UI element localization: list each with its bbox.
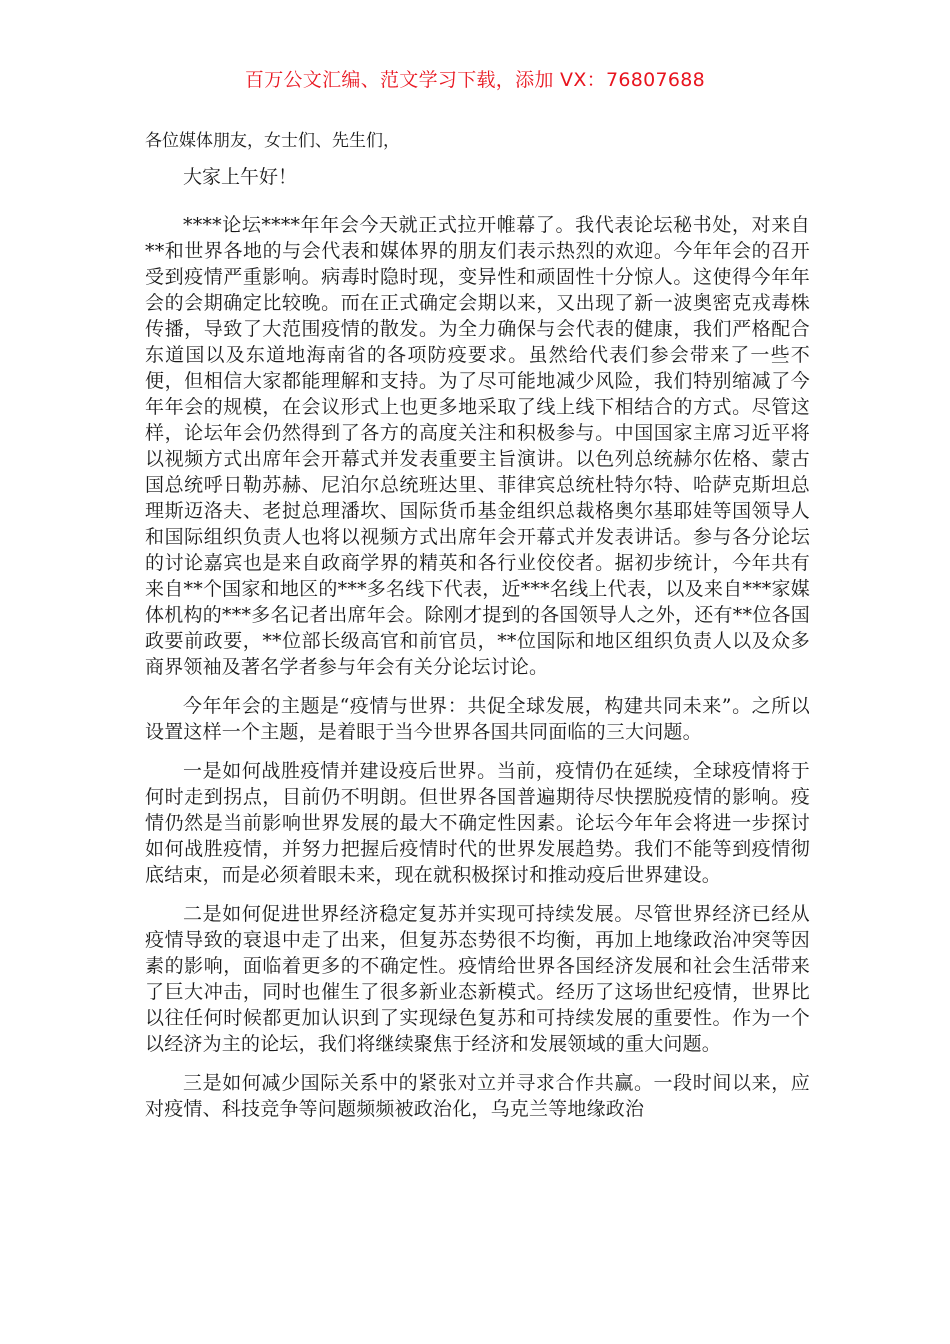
paragraph-issue-three: 三是如何减少国际关系中的紧张对立并寻求合作共赢。一段时间以来，应对疫情、科技竞争等问题频频被政治化，乌克兰等地缘政治 [145, 1072, 810, 1120]
paragraph-opening: ****论坛****年年会今天就正式拉开帷幕了。我代表论坛秘书处，对来自**和世界各地的与会代表和媒体界的朋友们表示热烈的欢迎。今年年会的召开受到疫情严重影响。病毒时隐时现，变异性和顽固性十分惊人。这使得今年年会的会期确定比较晚。而在正式确定会期以来，又出现了新一波奥密克戎毒株传播，导致了大范围疫情的散发。为全力确保与会代表的健康，我们严格配合东道国以及东道地海南省的各项防疫要求。虽然给代表们参会带来了一些不便，但相信大家都能理解和支持。为了尽可能地减少风险，我们特别缩减了今年年会的规模，在会议形式上也更多地采取了线上线下相结合的方式。尽管这样，论坛年会仍然得到了各方的高度关注和积极参与。中国国家主席习近平将以视频方式出席年会开幕式并发表重要主旨演讲。以色列总统赫尔佐格、蒙古国总统呼日勒苏赫、尼泊尔总统班达里、菲律宾总统杜特尔特、哈萨克斯坦总理斯迈洛夫、老挝总理潘坎、国际货币基金组织总裁格奥尔基耶娃等国领导人和国际组织负责人也将以视频方式出席年会开幕式并发表讲话。参与各分论坛的讨论嘉宾也是来自政商学界的精英和各行业佼佼者。据初步统计，今年共有来自**个国家和地区的***多名线下代表，近***名线上代表，以及来自***家媒体机构的***多名记者出席年会。除刚才提到的各国领导人之外，还有**位各国政要前政要，**位部长级高官和前官员，**位国际和地区组织负责人以及众多商界领袖及著名学者参与年会有关分论坛讨论。 [145, 214, 810, 678]
paragraph-issue-one: 一是如何战胜疫情并建设疫后世界。当前，疫情仍在延续，全球疫情将于何时走到拐点，目前仍不明朗。但世界各国普遍期待尽快摆脱疫情的影响。疫情仍然是当前影响世界发展的最大不确定性因素。论坛今年年会将进一步探讨如何战胜疫情，并努力把握后疫情时代的世界发展趋势。我们不能等到疫情彻底结束，而是必须着眼未来，现在就积极探讨和推动疫后世界建设。 [145, 760, 810, 886]
greeting: 大家上午好！ [183, 166, 298, 188]
speech-body [145, 124, 810, 1122]
paragraph-issue-two: 二是如何促进世界经济稳定复苏并实现可持续发展。尽管世界经济已经从疫情导致的衰退中走了出来，但复苏态势很不均衡，再加上地缘政治冲突等因素的影响，面临着更多的不确定性。疫情给世界各国经济发展和社会生活带来了巨大冲击，同时也催生了很多新业态新模式。经历了这场世纪疫情，世界比以往任何时候都更加认识到了实现绿色复苏和可持续发展的重要性。作为一个以经济为主的论坛，我们将继续聚焦于经济和发展领域的重大问题。 [145, 903, 810, 1055]
paragraph-theme: 今年年会的主题是“疫情与世界：共促全球发展，构建共同未来”。之所以设置这样一个主题，是着眼于当今世界各国共同面临的三大问题。 [145, 695, 810, 743]
download-banner: 百万公文汇编、范文学习下载，添加 VX：76807688 [244, 69, 706, 91]
salutation: 各位媒体朋友，女士们、先生们， [145, 131, 400, 151]
